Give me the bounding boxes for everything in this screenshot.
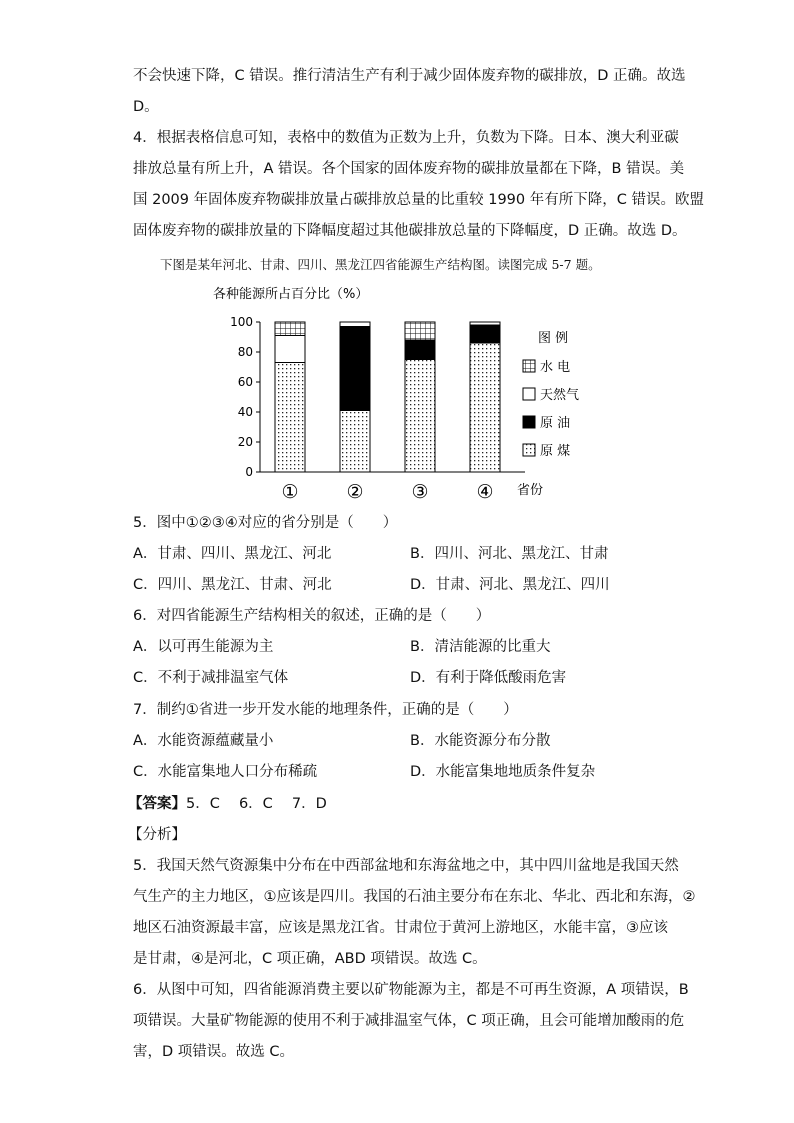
legend-label: 原 油 (540, 416, 571, 431)
bar-segment (275, 363, 305, 473)
analysis-line: 5．我国天然气资源集中分布在中西部盆地和东海盆地之中，其中四川盆地是我国天然 (133, 858, 679, 874)
x-tick-label: ③ (411, 481, 429, 503)
intro-line: 不会快速下降，C 错误。推行清洁生产有利于减少固体废弃物的碳排放，D 正确。故选 (133, 68, 686, 84)
bar-segment (340, 322, 370, 327)
x-axis-labels (281, 481, 543, 503)
y-tick-label: 0 (245, 465, 253, 479)
energy-structure-chart (205, 283, 605, 505)
x-tick-label: ① (281, 481, 299, 503)
x-tick-label: ④ (476, 481, 494, 503)
y-tick-label: 80 (237, 345, 253, 359)
legend (523, 331, 579, 459)
bars (275, 322, 500, 472)
bar-segment (405, 322, 435, 340)
bar-segment (275, 336, 305, 363)
bar-segment (275, 322, 305, 336)
analysis-line: 害，D 项错误。故选 C。 (133, 1044, 295, 1060)
y-tick-label: 60 (237, 375, 253, 389)
question-5-option-d: D．甘肃、河北、黑龙江、四川 (410, 577, 610, 593)
question-5-option-b: B．四川、河北、黑龙江、甘肃 (410, 546, 609, 562)
question-7-option-c: C．水能富集地人口分布稀疏 (133, 764, 318, 780)
question-5-option-c: C．四川、黑龙江、甘肃、河北 (133, 577, 332, 593)
bar-segment (405, 360, 435, 473)
answer-label: 【答案】 (128, 796, 186, 812)
legend-label: 天然气 (540, 388, 580, 403)
analysis-line: 项错误。大量矿物能源的使用不利于减排温室气体，C 项正确，且会可能增加酸雨的危 (133, 1013, 685, 1029)
question-7-stem: 7．制约①省进一步开发水能的地理条件，正确的是（ ） (133, 702, 518, 718)
question-6-option-c: C．不利于减排温室气体 (133, 670, 289, 686)
analysis-label: 【分析】 (128, 827, 186, 843)
analysis-line: 地区石油资源最丰富，应该是黑龙江省。甘肃位于黄河上游地区，水能丰富，③应该 (133, 920, 668, 936)
x-tick-label: ② (346, 481, 364, 503)
bar-segment (340, 327, 370, 411)
intro-line: 4．根据表格信息可知，表格中的数值为正数为上升，负数为下降。日本、澳大利亚碳 (133, 130, 679, 146)
intro-line: D。 (133, 99, 159, 115)
analysis-line: 6．从图中可知，四省能源消费主要以矿物能源为主，都是不可再生资源，A 项错误，B (133, 982, 689, 998)
bar-segment (470, 343, 500, 472)
legend-swatch (523, 360, 535, 372)
bar-segment (405, 340, 435, 360)
question-5-stem: 5．图中①②③④对应的省分别是（ ） (133, 515, 398, 531)
answer-text: 5．C 6．C 7．D (186, 796, 327, 812)
legend-swatch (523, 444, 535, 456)
question-6-stem: 6．对四省能源生产结构相关的叙述，正确的是（ ） (133, 608, 491, 624)
legend-label: 水 电 (540, 360, 571, 375)
question-6-option-b: B．清洁能源的比重大 (410, 639, 551, 655)
bar-segment (340, 411, 370, 473)
y-tick-label: 20 (237, 435, 253, 449)
legend-label: 原 煤 (540, 444, 571, 459)
answer-line (128, 794, 327, 814)
analysis-line: 是甘肃，④是河北，C 项正确，ABD 项错误。故选 C。 (133, 951, 487, 967)
y-tick-label: 40 (237, 405, 253, 419)
intro-line: 固体废弃物的碳排放量的下降幅度超过其他碳排放总量的下降幅度，D 正确。故选 D。 (133, 223, 687, 239)
question-7-option-a: A．水能资源蕴藏量小 (133, 733, 274, 749)
chart-title: 各种能源所占百分比（%） (213, 287, 369, 302)
analysis-line: 气生产的主力地区，①应该是四川。我国的石油主要分布在东北、华北、西北和东海，② (133, 889, 696, 905)
intro-line: 排放总量有所上升，A 错误。各个国家的固体废弃物的碳排放量都在下降，B 错误。美 (133, 161, 685, 177)
figure-caption: 下图是某年河北、甘肃、四川、黑龙江四省能源生产结构图。读图完成 5-7 题。 (160, 257, 601, 272)
question-7-option-d: D．水能富集地地质条件复杂 (410, 764, 596, 780)
question-7-option-b: B．水能资源分布分散 (410, 733, 551, 749)
y-tick-label: 100 (230, 315, 253, 329)
bar-segment (470, 325, 500, 343)
legend-title: 图 例 (538, 331, 569, 346)
x-axis-label: 省份 (517, 483, 544, 498)
question-6-option-d: D．有利于降低酸雨危害 (410, 670, 567, 686)
question-6-option-a: A．以可再生能源为主 (133, 639, 274, 655)
intro-line: 国 2009 年固体废弃物碳排放量占碳排放总量的比重较 1990 年有所下降，C 错误。欧盟 (133, 192, 704, 208)
legend-swatch (523, 388, 535, 400)
legend-swatch (523, 416, 535, 428)
question-5-option-a: A．甘肃、四川、黑龙江、河北 (133, 546, 332, 562)
bar-segment (470, 322, 500, 325)
